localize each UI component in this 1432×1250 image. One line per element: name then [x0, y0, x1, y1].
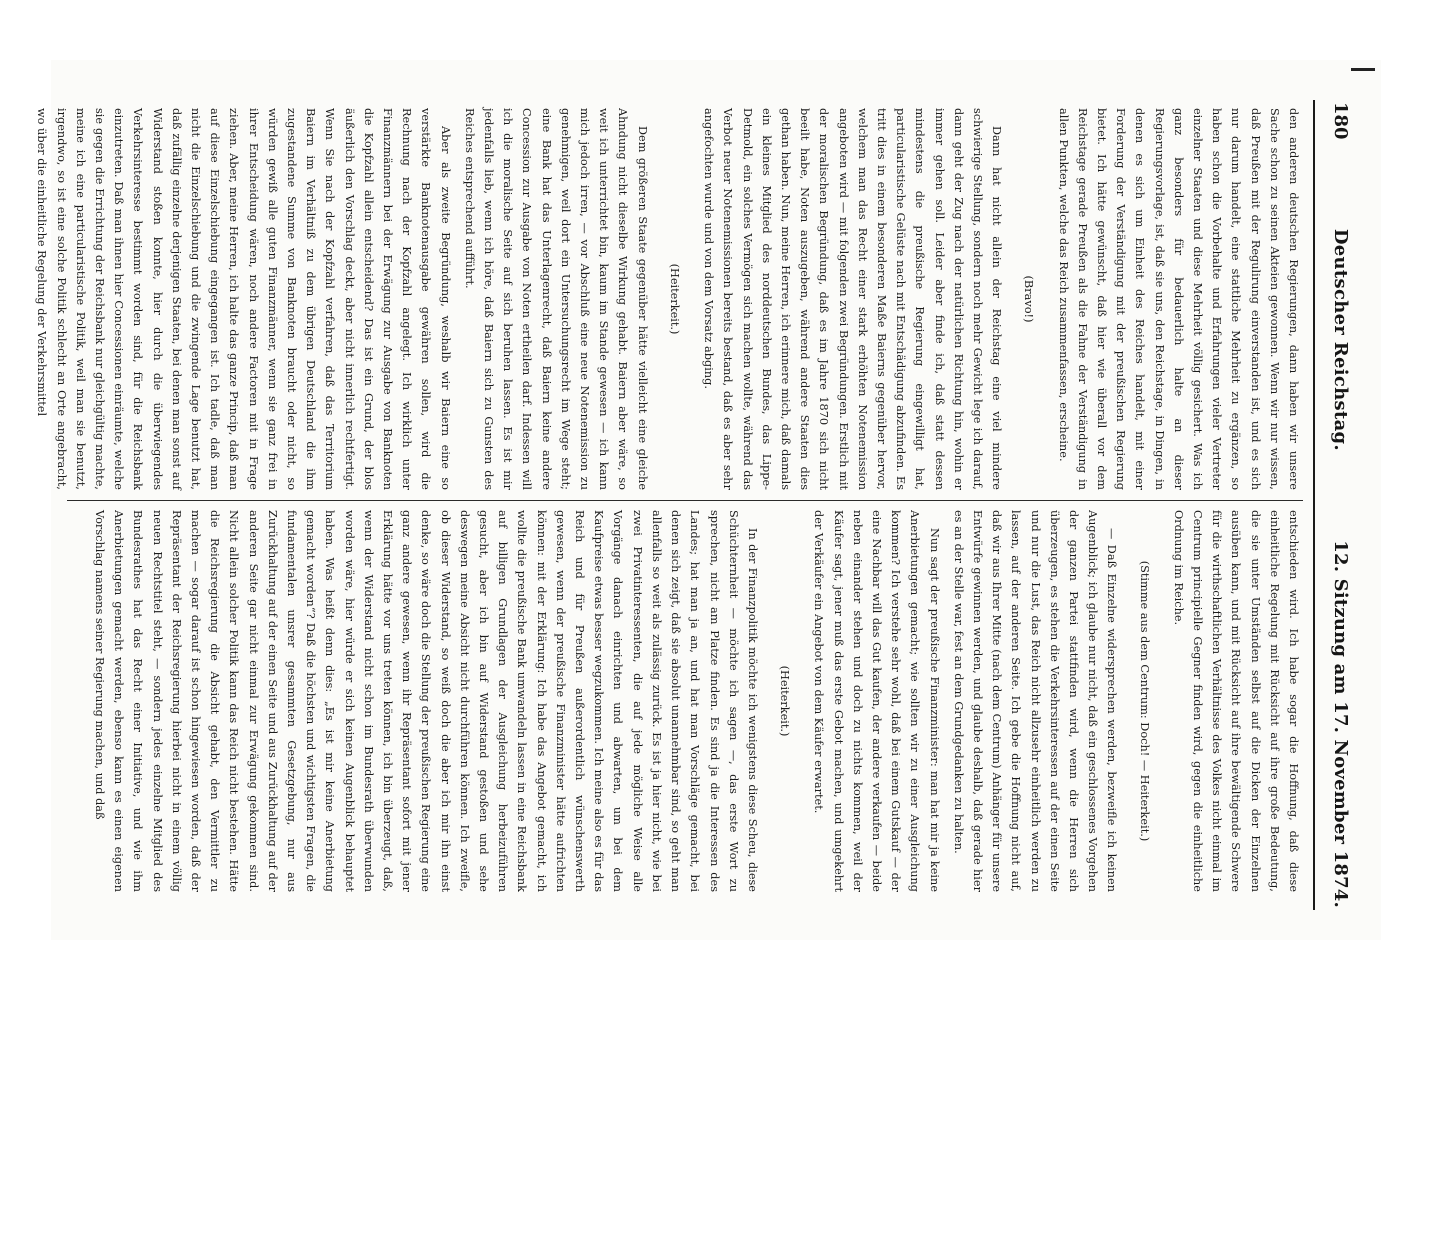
paragraph: Aber als zweite Begründung, weshalb wir Baiern eine so verstärkte Banknotenausgabe gewähren sollen, wird die Rechnung nach der Kopfzahl angelegt. Ich wirklich unter Finanzmännern bei der Erwägung zur Ausgabe von Banknoten die Kopfzahl allein entscheidend? Das ist ein Grund, der blos äußerlich den Vorschlag deckt, aber nicht innerlich rechtfertigt. Wenn Sie nach der Kopfzahl verfahren, daß das Territorium Baiern im Verhältniß zu dem übrigen Deutschland die ihm zugestandene Summe von Banknoten braucht oder nicht, so würden gewiß alle guten Finanzmänner, wenn sie ganz frei in ihrer Entscheidung wären, noch andere Factoren mit in Frage ziehen. Aber, meine Herren, ich halte das ganze Princip, daß man auf diese Einzelschiebung eingegangen ist. Ich tadle, daß man nicht die Einzelschiebung und die zwingende Lage benutzt hat, daß zufällig einzelne derjenigen Staaten, bei denen man sonst auf Widerstand stoßen konnte, hier durch die überwiegendes Verkehrsinteresse bestimmt worden sind, für die Reichsbank einzutreten. Daß man ihnen hier Concessionen einräumte, welche sie gegen die Errichtung der Reichsbank nur gleichgültig machte, meine ich eine particularistische Politik, weil man sie benutzt, irgendwo, so ist eine solche Politik schlecht an Orte angebracht, wo über die einheitliche Regelung der Verkehrsmittel: [35, 108, 452, 490]
paragraph: — Daß Einzelne widersprechen werden, bezweifle ich keinen Augenblick; ich glaube nur nicht, daß ein geschlossenes Vorgehen der ganzen Partei stattfinden wird, wenn die Herren sich überzeugen, es stehen die Verkehrsinteressen auf der einen Seite und nur die Lust, das Reich nicht allzusehr einheitlich werden zu lassen, auf der anderen Seite. Ich gebe die Hoffnung nicht auf, daß wir aus Ihrer Mitte (nach dem Centrum) Anhänger für unsere Entwürfe gewinnen werden, und glaube deshalb, daß gerade hier es an der Stelle war, fest an dem Grundgedanken zu halten.: [951, 510, 1119, 892]
paragraph: Nun sagt der preußische Finanzminister: man hat mir ja keine Anerbietungen gemacht; wie sollten wir zu einer Ausgleichung kommen? Ich verstehe sehr wohl, daß bei einem Gutskauf — der eine Nachbar will das Gut kaufen, der andere verkaufen — beide neben einander stehen und doch zu nichts kommen, weil der Käufer sagt, jener muß das erste Gebot machen, und umgekehrt der Verkäufer ein Angebot von dem Käufer erwartet.: [812, 510, 941, 892]
column-divider: [67, 500, 1303, 501]
session-date: 12. Sitzung am 17. November 1874.: [1330, 540, 1351, 908]
interjection-laughter: (Heiterkeit.): [778, 665, 792, 737]
page-number: 180: [1330, 102, 1351, 140]
digitization-credit: [0, 1238, 191, 1250]
running-head: [1319, 102, 1351, 908]
paragraph: entschieden wird. Ich habe sogar die Hoffnung, daß diese einheitliche Regelung mit Rücksicht auf ihre große Bedeutung, die sie unter Umständen selbst auf die Dicken der Einzelnen ausüben kann, und mit Rücksicht auf ihre bewältigende Schwere für die wirthschaftlichen Verhältnisse des Volkes nicht einmal im Centrum principielle Gegner finden wird, gegen die einheitliche Ordnung im Reiche.: [1171, 510, 1300, 892]
paragraph: den anderen deutschen Regierungen, dann haben wir unsere Sache schon zu seinen Akteien gewonnen. Wenn wir nur wissen, daß Preußen mit der Regulirung einverstanden ist, und es sich nur darum handelt, eine stattliche Mehrheit zu ergänzen, so haben schon die Vorbehalte und Erfahrungen vieler Vertreter einzelner Staaten und diese Mehrheit völlig gesichert. Was ich ganz besonders für bedauerlich halte an dieser Regierungsvorlage, ist, daß sie uns, den Reichstage, in Dingen, in denen es sich um Einheit des Reiches handelt, mit einer Forderung der Verständigung mit der preußischen Regierung bietet. Ich hätte gewünscht, daß hier wie überall vor dem Reichstage gerade Preußen als die Fahne der Verständigung in allen Punkten, welche das Reich zusammenfassen, erscheine.: [1056, 108, 1300, 490]
header-rule: [1313, 100, 1315, 910]
interjection-laughter: (Heiterkeit.): [667, 263, 681, 335]
document-page: [35, 60, 1381, 940]
interjection-bravo: (Bravo!): [1022, 275, 1036, 323]
paragraph: Dem größeren Staate gegenüber hätte vielleicht eine gleiche Ahndung nicht dieselbe Wirkung gehabt. Baiern aber wäre, so weit ich unterrichtet bin, kaum im Stande gewesen — ich kann mich jedoch irren, — vor Abschluß eine neue Notenemission zu genehmigen, weil dort ein Untersuchungsrecht im Wege steht; eine Bank hat das Unterlagenrecht, daß Baiern keine andere Concession zur Ausgabe von Noten ertheilen darf. Indessen will ich die moralische Seite auf sich beruhen lassen. Es ist mir jedenfalls lieb, wenn ich höre, daß Baiern sich zu Gunsten des Reiches entsprechend aufführt.: [462, 108, 649, 490]
left-column: [35, 108, 1303, 490]
paragraph: Dann hat nicht allein der Reichstag eine viel mindere schwierige Stellung, sondern noch mehr Gewicht lege ich darauf, dann geht der Zug nach der natürlichen Richtung hin, wohin er immer gehen soll. Leider aber finde ich, daß statt dessen mindestens die preußische Regierung eingewilligt hat, particularistische Gelüste nach mit Entschädigung abzufinden. Es tritt dies in einem besonderen Maße Baierns gegenüber hervor, welchem man das Recht einer stark erhöhten Notenemission angeboten wird — mit folgenden zwei Begründungen. Erstlich mit der moralischen Begründung, daß es im Jahre 1870 sich nicht beeilt habe, Noten auszugeben, während andere Staaten dies gethan haben. Nun, meine Herren, ich erinnere mich, daß damals ein kleines Mitglied des norddeutschen Bundes, das Lippe-Detmold, ein solches Vermögen sich machen wollte, während das Verbot neuer Notenemissionen bereits bestand, daß es aber sehr angefochten wurde und von dem Vorsatz abging.: [702, 108, 1004, 490]
paragraph: In der Finanzpolitik möchte ich wenigstens diese Scheu, diese Schüchternheit — möchte ich sagen —, das erste Wort zu sprechen, nicht am Platze finden. Es sind ja die Interessen des Landes; hat man ja an, und hat man Vorschläge gemacht, bei denen sich zeigt, daß sie absolut unannehmbar sind, so geht man allenfalls so weit als zulässig zurück. Es ist ja hier nicht, wie bei zwei Privatinteressenten, die auf jede mögliche Weise alle Vorgänge danach einrichten und abwarten, um bei dem Kaufpreise etwas besser wegzukommen. Ich meine also es für das Reich und für Preußen außerordentlich wünschenswerth gewesen, wenn der preußische Finanzminister hätte aufrichten können: mit der Erklärung: Ich habe das Angebot gemacht, ich wollte die preußische Bank umwandeln lassen in eine Reichsbank auf billigen Grundlagen der Ausgleichung herbeizuführen gesucht, aber ich bin auf Widerstand gestoßen und sehe deswegen meine Absicht nicht durchführen können. Ich zweifle, ob dieser Widerstand, so weiß doch die aber ich mir ihn einst denke, so wäre doch die Stellung der preußischen Regierung eine ganz andere gewesen, wenn ihr Repräsentant sofort mit jener Erklärung hätte vor uns treten können, ich bin überzeugt, daß, wenn der Widerstand nicht schon im Bundesrath überwunden worden wäre, hier würde er sich keinen Augenblick behauptet haben. Was heißt denn dies: „Es ist mir keine Anerbietung gemacht worden“? Daß die höchsten und wichtigsten Fragen, die fundamentalen unsrer gesammten Gesetzgebung, nur aus Zurückhaltung auf der einen Seite und aus Zurückhaltung auf der anderen Seite gar nicht einmal zur Erwägung gekommen sind. Nicht allein solcher Politik kann das Reich nicht bestehen. Hätte die Reichsregierung die Absicht gehabt, den Vermittler zu machen — sogar darauf ist schon hingewiesen worden, daß der Repräsentant der Reichsregierung hierbei nicht in einem völlig neuen Rechtstitel steht, — sondern jedes einzelne Mitglied des Bundesrathes hat das Recht einer Initiative, und wie ihm Anerbietungen gemacht werden, ebenso kann es einen eigenen Vorschlag namens seiner Regierung machen, und daß: [93, 510, 759, 892]
interjection-centre: (Stimme aus dem Centrum: Doch! — Heiterkeit.): [1137, 560, 1151, 842]
right-column: [67, 510, 1303, 892]
journal-title: Deutscher Reichstag.: [1330, 228, 1351, 451]
scan-edge-mark: [1351, 68, 1375, 71]
